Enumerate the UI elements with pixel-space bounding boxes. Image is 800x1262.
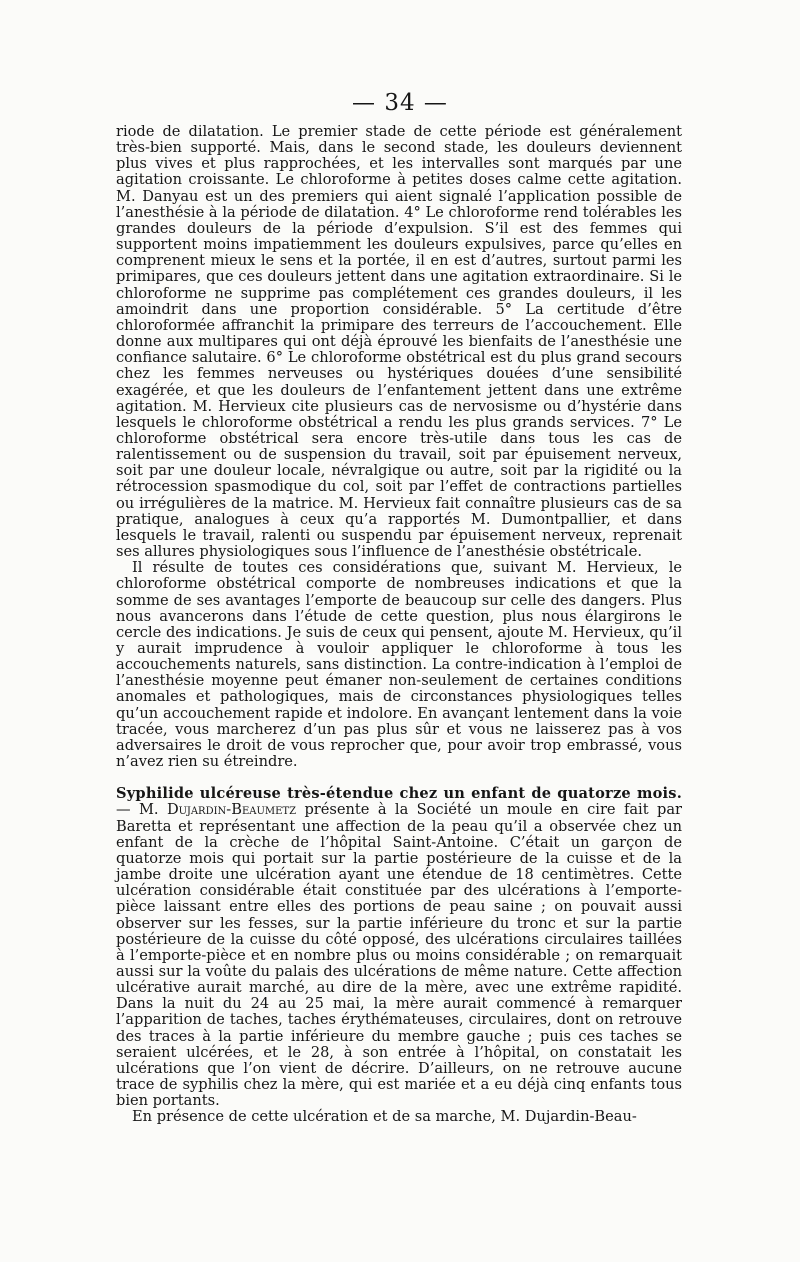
case-description: présente à la Société un moule en cire fait par Baretta et représentant une affection de la peau qu’il a observée chez un enfant de la crèche de l’hôpital Saint-Antoine. C’était un garçon de quatorze mois qui portait sur la partie postérieure de la cuisse et de la jambe droite une ulcération ayant une étendue de 18 centimètres. Cette ulcération considérable était constituée par des ulcérations à l’emporte-pièce laissant entre elles des portions de peau saine ; on pouvait aussi observer sur les fesses, sur la partie inférieure du tronc et sur la partie postérieure de la cuisse du côté opposé, des ulcérations circulaires taillées à l’emporte-pièce et en nombre plus ou moins considérable ; on remarquait aussi sur la voûte du palais des ulcérations de même nature. Cette affection ulcérative aurait marché, au dire de la mère, avec une extrême rapidité. Dans la nuit du 24 au 25 mai, la mère aurait commencé à remarquer l’apparition de taches, taches érythémateuses, circulaires, dont on retrouve des traces à la partie inférieure du membre gauche ; puis ces taches se seraient ulcérées, et le 28, à son entrée à l’hôpital, on constatait les ulcérations que l’on vient de décrire. D’ailleurs, on ne retrouve aucune trace de syphilis chez la mère, qui est mariée et a eu déjà cinq enfants tous bien portants. [116, 801, 682, 1110]
paragraph-conclusion: Il résulte de toutes ces considérations que, suivant M. Hervieux, le chloroforme obstétrical comporte de nombreuses indications et que la somme de ses avantages l’emporte de beaucoup sur celle des dangers. Plus nous avancerons dans l’étude de cette question, plus nous élargirons le cercle des indications. Je suis de ceux qui pensent, ajoute M. Hervieux, qu’il y aurait imprudence à vouloir appliquer le chloroforme à tous les accouchements naturels, sans distinction. La contre-indication à l’emploi de l’anesthésie moyenne peut émaner non-seulement de certaines conditions anomales et pathologiques, mais de circonstances physiologiques telles qu’un accouchement rapide et indolore. En avançant lentement dans la voie tracée, vous marcherez d’un pas plus sûr et vous ne laisserez pas à vos adversaires le droit de vous reprocher que, pour avoir trop embrassé, vous n’avez rien su étreindre. [116, 559, 682, 771]
heading-dash: — M. [116, 801, 167, 819]
paragraph-continuation: En présence de cette ulcération et de sa marche, M. Dujardin-Beau- [132, 1108, 637, 1126]
section-divider [116, 770, 682, 786]
section-heading: Syphilide ulcéreuse très-étendue chez un enfant de quatorze mois. [116, 785, 682, 803]
body-text [116, 124, 682, 1126]
paragraph-chloroform-benefits: riode de dilatation. Le premier stade de cette période est généralement très-bien supporté. Mais, dans le second stade, les douleurs deviennent plus vives et plus rapprochées, et les intervalles sont marqués par une agitation croissante. Le chloroforme à petites doses calme cette agitation. M. Danyau est un des premiers qui aient signalé l’application possible de l’anesthésie à la période de dilatation. 4° Le chloroforme rend tolérables les grandes douleurs de la période d’expulsion. S’il est des femmes qui supportent moins impatiemment les douleurs expulsives, parce qu’elles en comprenent mieux le sens et la portée, il en est d’autres, surtout parmi les primipares, que ces douleurs jettent dans une agitation extraordinaire. Si le chloroforme ne supprime pas complétement ces grandes douleurs, il les amoindrit dans une proportion considérable. 5° La certitude d’être chloroformée affranchit la primipare des terreurs de l’accouchement. Elle donne aux multipares qui ont déjà éprouvé les bienfaits de l’anesthésie une confiance salutaire. 6° Le chloroforme obstétrical est du plus grand secours chez les femmes nerveuses ou hystériques douées d’une sensibilité exagérée, et que les douleurs de l’enfantement jettent dans une extrême agitation. M. Hervieux cite plusieurs cas de nervosisme ou d’hystérie dans lesquels le chloroforme obstétrical a rendu les plus grands services. 7° Le chloroforme obstétrical sera encore très-utile dans tous les cas de ralentissement ou de suspension du travail, soit par épuisement nerveux, soit par une douleur locale, névralgique ou autre, soit par la rigidité ou la rétrocession spasmodique du col, soit par l’effet de contractions partielles ou irrégulières de la matrice. M. Hervieux fait connaître plusieurs cas de sa pratique, analogues à ceux qu’a rapportés M. Dumontpallier, et dans lesquels le travail, ralenti ou suspendu par épuisement nerveux, reprenait ses allures physiologiques sous l’influence de l’anesthésie obstétricale. [116, 123, 682, 561]
page-number: — 34 — [352, 90, 448, 116]
author-name: Dujardin-Beaumetz [166, 801, 297, 819]
paragraph-syphilide-case [116, 786, 682, 1109]
